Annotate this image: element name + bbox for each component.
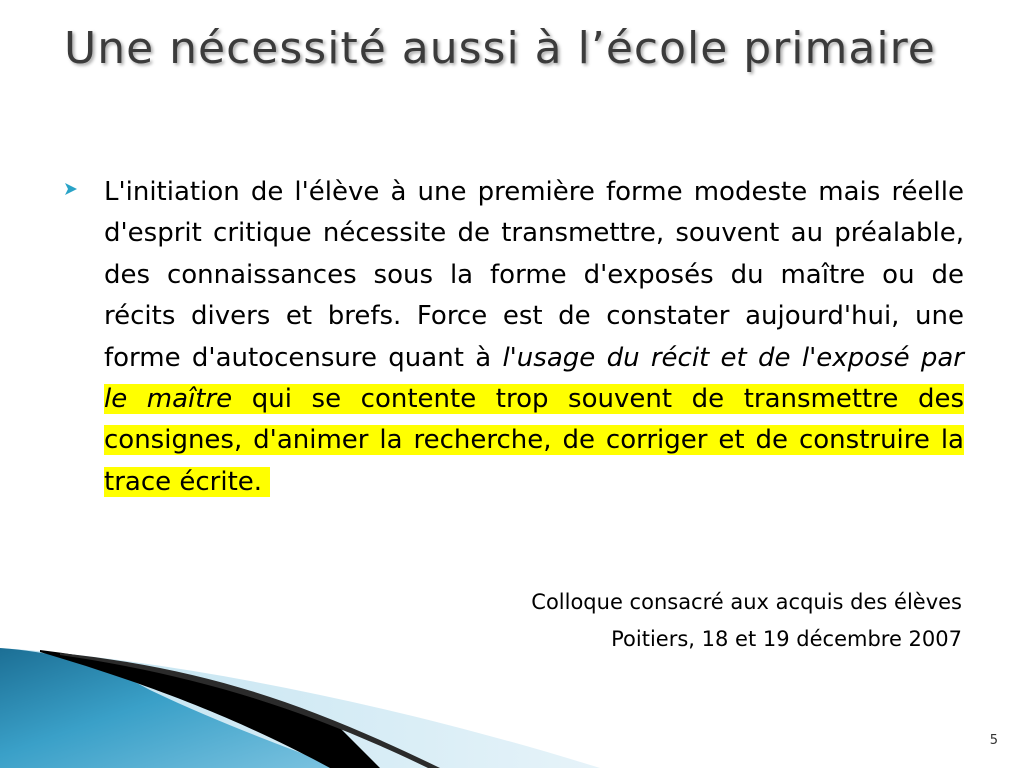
arrow-bullet-icon — [64, 182, 78, 196]
slide-title: Une nécessité aussi à l’école primaire — [64, 23, 936, 74]
quote-text: L'initiation de l'élève à une première forme modeste mais réelle d'esprit critique nécessite de transmettre, souvent au préalable, des connaissances sous la forme d'exposés du maître ou de récits divers et brefs. Force est de constater aujourd'hui, une forme d'autocensure quant à — [104, 177, 964, 373]
quote-italic-text: l'usage du récit et de l'exposé par — [502, 342, 964, 373]
source-line-colloque: Colloque consacré aux acquis des élèves — [531, 590, 962, 614]
source-line-date: Poitiers, 18 et 19 décembre 2007 — [611, 627, 962, 651]
quote-paragraph — [104, 172, 964, 503]
highlighted-text: qui se contente trop souvent de transmettre des consignes, d'animer la recherche, de corriger et de construire la trace écrite. — [104, 384, 964, 497]
page-number: 5 — [989, 733, 998, 748]
highlighted-italic-text: le maître — [104, 384, 233, 415]
